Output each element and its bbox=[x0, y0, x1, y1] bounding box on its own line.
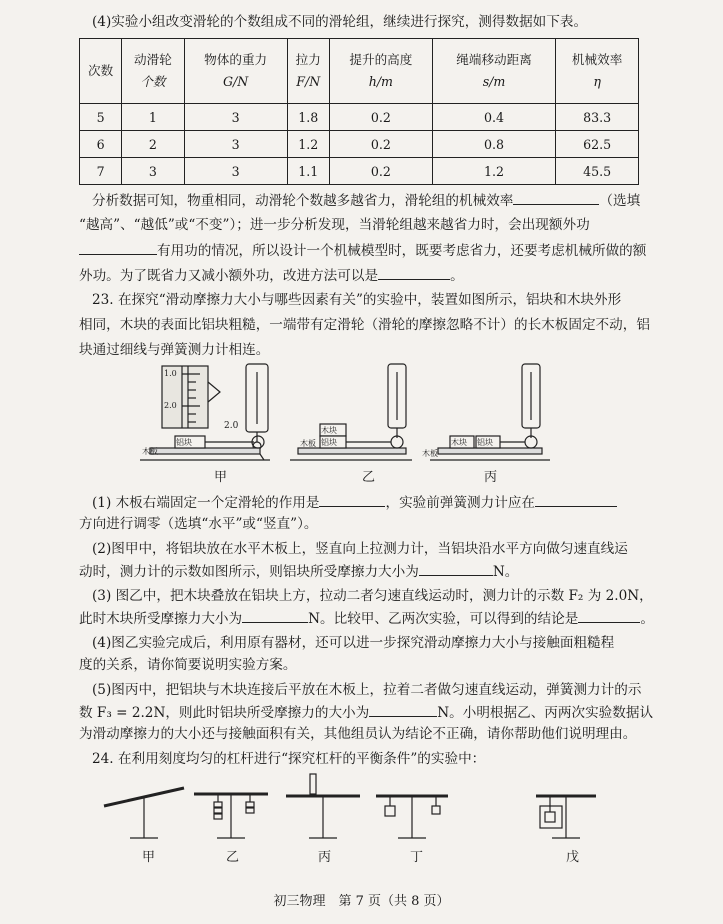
table-cell: 1.2 bbox=[287, 131, 329, 158]
wood-label-b: 木块 bbox=[321, 426, 337, 435]
table-header-cell bbox=[432, 39, 555, 104]
table-cell: 3 bbox=[184, 104, 287, 131]
header-title: 提升的高度 bbox=[349, 52, 413, 67]
table-cell: 0.2 bbox=[329, 104, 432, 131]
wood-label-c: 木块 bbox=[451, 438, 467, 447]
fig24-label-d: 丁 bbox=[410, 850, 424, 865]
header-title: 绳端移动距离 bbox=[456, 52, 532, 67]
table-header-cell bbox=[122, 39, 184, 104]
fig24-label-e: 戊 bbox=[566, 850, 580, 865]
q23-5-line2: 数 F₃ = 2.2N，则此时铝块所受摩擦力的大小为 N。小明根据乙、丙两次实验数据认 bbox=[79, 702, 653, 723]
board-label-b: 木板 bbox=[300, 439, 316, 448]
header-title: 拉力 bbox=[295, 52, 321, 67]
header-unit: s/m bbox=[482, 74, 506, 89]
answer-blank-zero-direction[interactable] bbox=[535, 492, 617, 507]
table-cell: 0.2 bbox=[329, 158, 432, 185]
aluminum-label-a: 铝块 bbox=[176, 438, 192, 447]
fig24-label-a: 甲 bbox=[142, 850, 156, 865]
table-header-cell bbox=[287, 39, 329, 104]
answer-blank-wood-friction[interactable] bbox=[242, 608, 308, 623]
table-header-cell bbox=[184, 39, 287, 104]
q23-intro-line2: 相同，木块的表面比铝块粗糙，一端带有定滑轮（滑轮的摩擦忽略不计）的长木板固定不动，铝 bbox=[79, 317, 650, 333]
answer-blank-pulley-role[interactable] bbox=[319, 492, 385, 507]
header-unit: h/m bbox=[368, 74, 393, 89]
header-unit: η bbox=[593, 74, 601, 89]
table-header-cell bbox=[80, 39, 122, 104]
header-title: 物体的重力 bbox=[204, 52, 268, 67]
fig24-label-c: 丙 bbox=[318, 850, 332, 865]
q22-analysis-line3: 有用功的情况，所以设计一个机械模型时，既要考虑省力，还要考虑机械所做的额 bbox=[79, 240, 646, 261]
q23-1-line2: 方向进行调零（选填“水平”或“竖直”）。 bbox=[79, 516, 318, 532]
table-header-cell bbox=[556, 39, 639, 104]
q23-intro-line3: 块通过细线与弹簧测力计相连。 bbox=[79, 342, 270, 358]
answer-blank-improvement[interactable] bbox=[378, 265, 450, 280]
q23-intro-line1: 23. 在探究“滑动摩擦力大小与哪些因素有关”的实验中，装置如图所示，铝块和木块外形 bbox=[92, 292, 622, 308]
table-cell: 1.8 bbox=[287, 104, 329, 131]
q23-4-line1: (4)图乙实验完成后，利用原有器材，还可以进一步探究滑动摩擦力大小与接触面粗糙程 bbox=[92, 635, 615, 651]
friction-experiment-figure bbox=[140, 362, 580, 477]
header-title: 机械效率 bbox=[571, 52, 623, 67]
answer-blank-extra-work[interactable] bbox=[79, 240, 157, 255]
q23-2-line2: 动时，测力计的示数如图所示，则铝块所受摩擦力大小为 N。 bbox=[79, 561, 518, 582]
board-label-a: 木板 bbox=[142, 447, 158, 456]
table-cell: 6 bbox=[80, 131, 122, 158]
q23-2-line1: (2)图甲中，将铝块放在水平木板上，竖直向上拉测力计，当铝块沿水平方向做匀速直线运 bbox=[92, 541, 628, 557]
table-cell: 83.3 bbox=[556, 104, 639, 131]
table-cell: 1.1 bbox=[287, 158, 329, 185]
table-cell: 7 bbox=[80, 158, 122, 185]
q22-analysis-line4: 外功。为了既省力又减小额外功，改进方法可以是 。 bbox=[79, 265, 464, 286]
answer-blank-friction-a[interactable] bbox=[419, 561, 493, 576]
answer-blank-aluminum-friction[interactable] bbox=[369, 702, 437, 717]
table-cell: 1.2 bbox=[432, 158, 555, 185]
scale-mark-2: 2.0 bbox=[164, 401, 177, 410]
q23-3-line1: (3) 图乙中，把木块叠放在铝块上方，拉动二者匀速直线运动时，测力计的示数 F₂ 为 2.0N， bbox=[92, 588, 653, 604]
reading-label: 2.0 bbox=[224, 421, 239, 431]
board-label-c: 木板 bbox=[422, 449, 438, 458]
fig23-label-b: 乙 bbox=[362, 470, 376, 485]
table-cell: 3 bbox=[184, 158, 287, 185]
q23-5-line1: (5)图丙中，把铝块与木块连接后平放在木板上，拉着二者做匀速直线运动，弹簧测力计的示 bbox=[92, 682, 642, 698]
q22-analysis-line2: “越高”、“越低”或“不变”）；进一步分析发现，当滑轮组越来越省力时，会出现额外功 bbox=[79, 217, 590, 233]
table-row bbox=[80, 131, 639, 158]
table-cell: 0.4 bbox=[432, 104, 555, 131]
fig23-label-a: 甲 bbox=[214, 470, 228, 485]
table-header-row bbox=[80, 39, 639, 104]
table-cell: 3 bbox=[184, 131, 287, 158]
table-cell: 1 bbox=[122, 104, 184, 131]
table-cell: 45.5 bbox=[556, 158, 639, 185]
fig24-label-b: 乙 bbox=[226, 850, 240, 865]
table-cell: 0.2 bbox=[329, 131, 432, 158]
lever-experiment-figure bbox=[100, 772, 600, 848]
page-footer: 初三物理 第 7 页（共 8 页） bbox=[273, 894, 450, 909]
q23-1-line1: (1) 木板右端固定一个定滑轮的作用是 ，实验前弹簧测力计应在 bbox=[92, 492, 617, 513]
table-row bbox=[80, 158, 639, 185]
aluminum-label-b: 铝块 bbox=[321, 438, 337, 447]
table-cell: 3 bbox=[122, 158, 184, 185]
table-cell: 0.8 bbox=[432, 131, 555, 158]
table-cell: 2 bbox=[122, 131, 184, 158]
table-header-cell bbox=[329, 39, 432, 104]
scale-mark-1: 1.0 bbox=[164, 369, 177, 378]
q22-4-intro: (4)实验小组改变滑轮的个数组成不同的滑轮组，继续进行探究，测得数据如下表。 bbox=[92, 14, 588, 30]
table-cell: 5 bbox=[80, 104, 122, 131]
answer-blank-conclusion[interactable] bbox=[578, 608, 640, 623]
answer-blank-efficiency[interactable] bbox=[513, 190, 599, 205]
header-unit: F/N bbox=[296, 74, 321, 89]
pulley-data-table bbox=[79, 38, 639, 185]
q23-4-line2: 度的关系，请你简要说明实验方案。 bbox=[79, 657, 297, 673]
header-title: 动滑轮 bbox=[134, 52, 172, 67]
q23-5-line3: 为滑动摩擦力的大小还与接触面积有关，其他组员认为结论不正确，请你帮助他们说明理由。 bbox=[79, 726, 637, 742]
table-row bbox=[80, 104, 639, 131]
table-cell: 62.5 bbox=[556, 131, 639, 158]
q23-3-line2: 此时木块所受摩擦力大小为 N。比较甲、乙两次实验，可以得到的结论是 。 bbox=[79, 608, 654, 629]
fig23-label-c: 丙 bbox=[484, 470, 498, 485]
header-title: 次数 bbox=[87, 63, 114, 78]
q24-intro: 24. 在利用刻度均匀的杠杆进行“探究杠杆的平衡条件”的实验中： bbox=[92, 751, 486, 767]
header-unit: 个数 bbox=[140, 74, 166, 89]
header-unit: G/N bbox=[222, 74, 249, 89]
aluminum-label-c: 铝块 bbox=[477, 438, 493, 447]
q22-analysis-line1: 分析数据可知，物重相同，动滑轮个数越多越省力，滑轮组的机械效率 （选填 bbox=[92, 190, 640, 211]
